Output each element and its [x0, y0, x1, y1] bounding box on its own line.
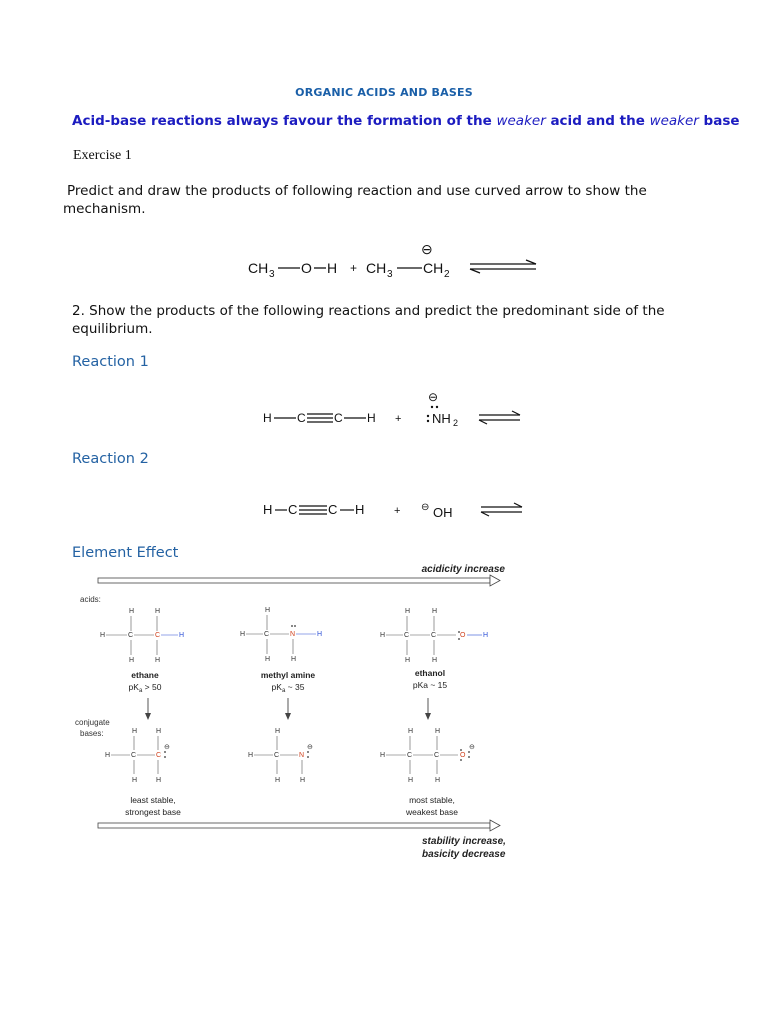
exercise-equation — [240, 232, 540, 282]
eq-charge: ⊖ — [421, 241, 433, 257]
r1-nh2-sub: 2 — [453, 418, 459, 428]
svg-text:H: H — [291, 656, 297, 663]
svg-text:H: H — [275, 777, 281, 784]
svg-text:H: H — [300, 777, 306, 784]
svg-text:H: H — [132, 777, 138, 784]
element-effect-figure — [60, 560, 520, 865]
svg-text:H: H — [405, 608, 411, 615]
r2-c1: C — [288, 502, 298, 517]
svg-text:H: H — [129, 657, 135, 664]
svg-text:H: H — [265, 656, 271, 663]
ethanol-structure — [380, 608, 488, 664]
svg-text:⊖: ⊖ — [469, 744, 475, 751]
r1-h-left: H — [263, 411, 272, 425]
eq-ch3-b-sub: 3 — [387, 269, 393, 280]
svg-text:H: H — [105, 752, 111, 759]
rule-part-1: Acid-base reactions always favour the formation of the — [72, 113, 497, 129]
ethane-structure — [100, 608, 184, 664]
r1-c2: C — [334, 411, 343, 425]
svg-text:H: H — [179, 632, 185, 639]
reaction-1-equation — [255, 385, 535, 435]
most-stable-label: most stable, — [409, 795, 455, 805]
svg-text:N: N — [299, 752, 305, 759]
svg-text:O: O — [460, 632, 466, 639]
svg-text:H: H — [435, 777, 441, 784]
acids-label: acids: — [80, 595, 101, 604]
bases-label: bases: — [80, 729, 104, 738]
ethanol-pka: pKa ~ 15 — [412, 680, 448, 690]
eq-ch2: CH — [423, 260, 444, 276]
svg-text:N: N — [290, 631, 296, 638]
svg-text:H: H — [380, 752, 386, 759]
svg-text:⊖: ⊖ — [164, 744, 170, 751]
reaction-2-equation — [255, 490, 535, 530]
eq-ch3-sub: 3 — [269, 269, 275, 280]
eq-o: O — [301, 260, 312, 276]
methyl-amine-name: methyl amine — [260, 670, 316, 680]
svg-text:H: H — [156, 728, 162, 735]
svg-text:H: H — [155, 608, 161, 615]
svg-text:H: H — [275, 728, 281, 735]
reaction-2-heading: Reaction 2 — [72, 451, 149, 467]
svg-text:C: C — [407, 752, 413, 759]
svg-text:H: H — [155, 657, 161, 664]
rule-weaker-1: weaker — [496, 113, 546, 129]
svg-text:H: H — [240, 631, 246, 638]
methyl-amide-structure — [248, 728, 313, 784]
least-stable-label: least stable, — [130, 795, 176, 805]
svg-text:⊖: ⊖ — [307, 744, 313, 751]
svg-text:H: H — [317, 631, 323, 638]
svg-text:C: C — [264, 631, 270, 638]
r2-charge: ⊖ — [421, 502, 430, 513]
stability-increase-arrow — [98, 820, 500, 831]
eq-plus: + — [350, 261, 358, 275]
eq-ch3: CH — [248, 260, 269, 276]
svg-text:H: H — [380, 632, 386, 639]
svg-text:H: H — [132, 728, 138, 735]
svg-text:H: H — [432, 657, 438, 664]
svg-text:H: H — [265, 607, 271, 614]
svg-text:H: H — [129, 608, 135, 615]
svg-text:C: C — [131, 752, 137, 759]
eq-ch2-sub: 2 — [444, 269, 450, 280]
svg-text:C: C — [404, 632, 410, 639]
ethyl-anion-structure — [105, 728, 170, 784]
svg-text:H: H — [100, 632, 106, 639]
acidity-increase-label: acidicity increase — [421, 564, 505, 575]
svg-text:C: C — [431, 632, 437, 639]
svg-text:C: C — [156, 752, 162, 759]
acidity-increase-arrow — [98, 575, 500, 586]
question-2: 2. Show the products of the following reactions and predict the predominant side of the equilibrium. — [72, 303, 665, 337]
svg-text:H: H — [408, 777, 414, 784]
r1-plus: + — [395, 413, 402, 425]
eq-ch3-b: CH — [366, 260, 387, 276]
r1-nh2: NH — [432, 411, 451, 426]
eq-h: H — [327, 260, 338, 276]
methyl-amine-pka: $pK_a$ ~ 35 — [271, 682, 305, 694]
reaction-1-heading: Reaction 1 — [72, 354, 149, 370]
exercise-instruction: Predict and draw the products of following reaction and use curved arrow to show the mechanism. — [63, 183, 647, 217]
r2-h-left: H — [263, 502, 273, 517]
svg-text:H: H — [408, 728, 414, 735]
r1-c1: C — [297, 411, 306, 425]
svg-text:H: H — [483, 632, 489, 639]
svg-text:H: H — [435, 728, 441, 735]
r1-charge: ⊖ — [428, 390, 439, 404]
ethane-name: ethane — [131, 670, 159, 680]
svg-text:C: C — [274, 752, 280, 759]
svg-text:O: O — [460, 752, 466, 759]
svg-text:C: C — [128, 632, 134, 639]
page-title: ORGANIC ACIDS AND BASES — [295, 86, 473, 99]
exercise-heading: Exercise 1 — [73, 148, 132, 163]
ethane-pka: $pK_a > 50$ — [128, 682, 162, 694]
svg-text:C: C — [155, 632, 161, 639]
weakest-base-label: weakest base — [406, 807, 458, 817]
stability-increase-label: stability increase, — [422, 836, 506, 847]
svg-text:H: H — [156, 777, 162, 784]
conjugate-label: conjugate — [75, 718, 110, 727]
r2-oh: OH — [433, 505, 453, 520]
ethanol-name: ethanol — [414, 668, 446, 678]
r2-c2: C — [328, 502, 338, 517]
svg-text:C: C — [434, 752, 440, 759]
svg-text:H: H — [248, 752, 254, 759]
r1-h-right: H — [367, 411, 376, 425]
acid-base-rule — [72, 113, 740, 129]
svg-text:H: H — [405, 657, 411, 664]
rule-part-2: acid and the — [545, 113, 650, 129]
r2-plus: + — [394, 505, 401, 517]
strongest-base-label: strongest base — [125, 807, 181, 817]
svg-text:H: H — [432, 608, 438, 615]
basicity-decrease-label: basicity decrease — [422, 849, 506, 860]
element-effect-heading: Element Effect — [72, 545, 179, 561]
rule-part-3: base — [698, 113, 740, 129]
rule-weaker-2: weaker — [649, 113, 699, 129]
methyl-amine-structure — [240, 607, 322, 663]
r2-h-right: H — [355, 502, 365, 517]
ethoxide-structure — [380, 728, 475, 784]
